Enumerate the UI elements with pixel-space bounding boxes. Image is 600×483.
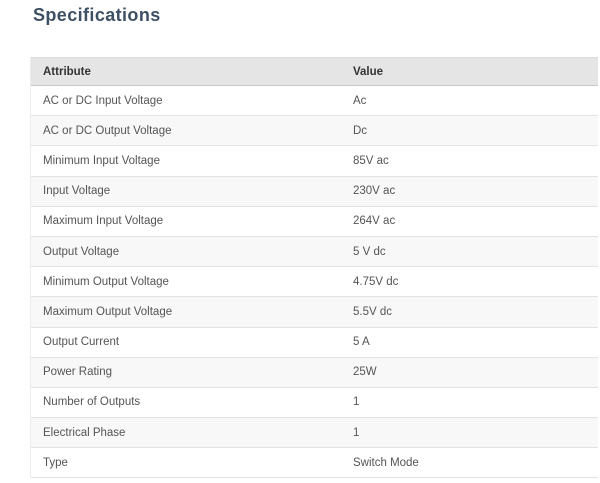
- table-row: [31, 328, 598, 358]
- attribute-cell: Output Current: [43, 336, 120, 349]
- value-cell: 5 A: [353, 336, 370, 349]
- attribute-cell: Output Voltage: [43, 245, 120, 258]
- attribute-cell: Input Voltage: [43, 185, 111, 198]
- table-row: [31, 297, 598, 327]
- specifications-table: [30, 57, 598, 478]
- table-row: [31, 237, 598, 267]
- value-cell: 85V ac: [353, 154, 389, 167]
- value-cell: Switch Mode: [353, 456, 419, 469]
- value-column-header: Value: [353, 65, 384, 78]
- table-row: [31, 267, 598, 297]
- attribute-cell: Number of Outputs: [43, 396, 141, 409]
- attribute-cell: Maximum Output Voltage: [43, 305, 173, 318]
- table-row: [31, 448, 598, 478]
- table-header-row: [31, 58, 598, 86]
- attribute-cell: AC or DC Output Voltage: [43, 124, 172, 137]
- value-cell: 264V ac: [353, 215, 396, 228]
- value-cell: Ac: [353, 94, 367, 107]
- table-row: [31, 146, 598, 176]
- value-cell: 1: [353, 396, 360, 409]
- table-row: [31, 418, 598, 448]
- table-row: [31, 207, 598, 237]
- table-row: [31, 388, 598, 418]
- attribute-cell: Maximum Input Voltage: [43, 215, 164, 228]
- value-cell: 5 V dc: [353, 245, 386, 258]
- table-row: [31, 177, 598, 207]
- attribute-cell: Power Rating: [43, 366, 113, 379]
- table-row: [31, 116, 598, 146]
- page-title: Specifications: [33, 5, 161, 25]
- attribute-cell: AC or DC Input Voltage: [43, 94, 163, 107]
- value-cell: 4.75V dc: [353, 275, 399, 288]
- value-cell: Dc: [353, 124, 368, 137]
- attribute-cell: Type: [43, 456, 68, 469]
- value-cell: 1: [353, 426, 360, 439]
- value-cell: 25W: [353, 366, 377, 379]
- value-cell: 5.5V dc: [353, 305, 392, 318]
- attribute-column-header: Attribute: [43, 65, 91, 78]
- table-row: [31, 358, 598, 388]
- attribute-cell: Minimum Output Voltage: [43, 275, 169, 288]
- value-cell: 230V ac: [353, 185, 396, 198]
- attribute-cell: Electrical Phase: [43, 426, 126, 439]
- attribute-cell: Minimum Input Voltage: [43, 154, 160, 167]
- table-row: [31, 86, 598, 116]
